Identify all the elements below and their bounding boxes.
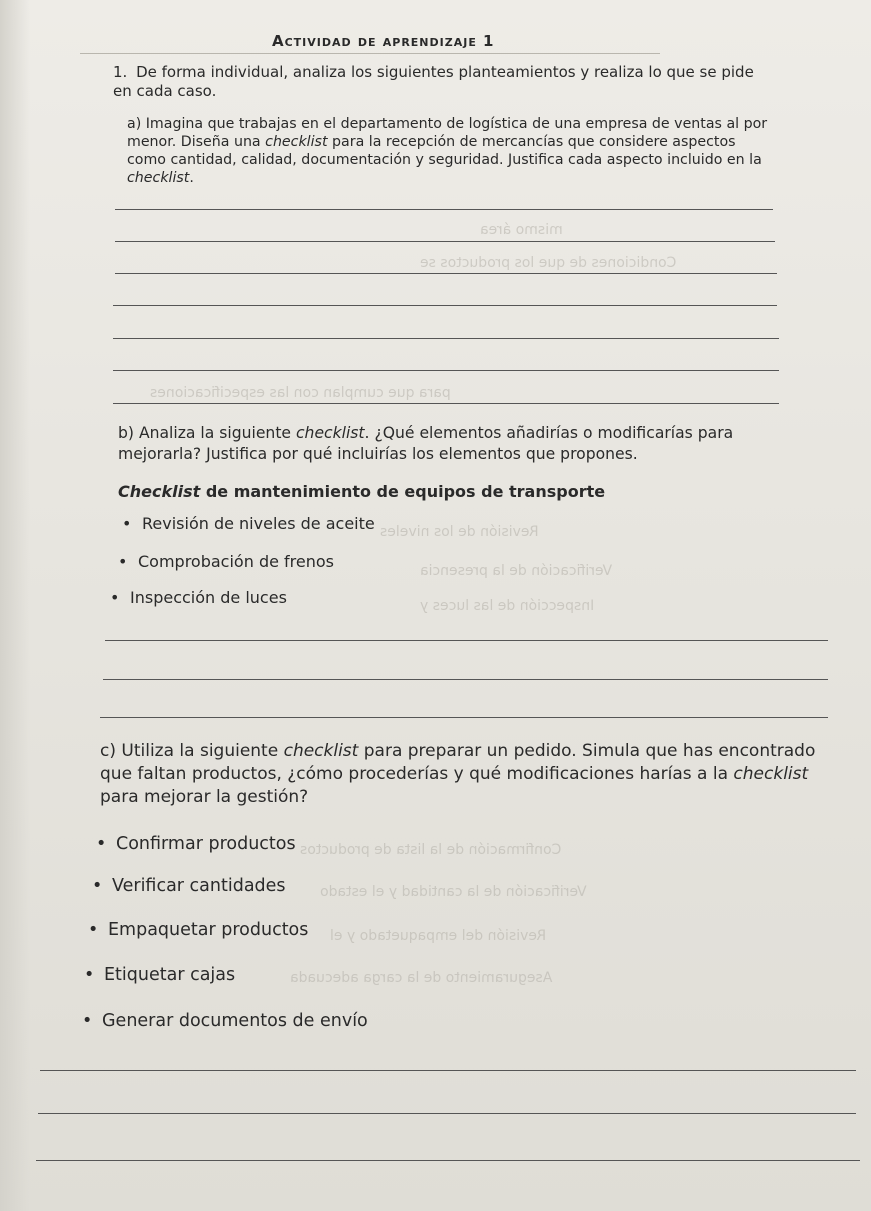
answer-line[interactable] — [103, 679, 828, 680]
item-emphasis: checklist — [127, 170, 190, 186]
bleed-through-text: Confirmación de la lista de productos — [300, 842, 562, 858]
bullet-icon: • — [84, 965, 95, 985]
item-text: Imagina que trabajas en el departamento de logística de una empresa de ventas al por menor. Diseña una — [127, 116, 768, 150]
checklist-item — [110, 588, 287, 607]
question-text: De forma individual, analiza los siguientes planteamientos y realiza lo que se pide en cada caso. — [113, 63, 754, 100]
bleed-through-text: Revisión de los niveles — [380, 524, 539, 540]
bleed-through-text: para que cumplan con las especificaciones — [150, 385, 451, 401]
checklist-item — [118, 552, 334, 571]
checklist-item-text: Generar documentos de envío — [102, 1011, 368, 1031]
checklist-item — [88, 920, 308, 940]
item-text: Analiza la siguiente — [138, 424, 296, 442]
bullet-icon: • — [92, 876, 103, 896]
checklist-item — [84, 965, 235, 985]
item-emphasis: checklist — [295, 424, 365, 442]
bullet-icon: • — [96, 834, 107, 854]
item-emphasis: checklist — [733, 764, 809, 784]
item-label: c) — [100, 741, 116, 761]
bleed-through-text: mismo área — [480, 222, 563, 238]
activity-title: Actividad de aprendizaje 1 — [272, 32, 495, 50]
bullet-icon: • — [110, 588, 120, 607]
checklist-item-text: Confirmar productos — [116, 834, 296, 854]
checklist-item — [96, 834, 296, 854]
checklist-item — [82, 1011, 368, 1031]
question-1 — [113, 63, 773, 101]
bleed-through-text: Verificación de la presencia — [420, 563, 613, 579]
question-b — [118, 423, 808, 465]
title-rule — [80, 53, 660, 54]
answer-line[interactable] — [38, 1113, 856, 1114]
question-c — [100, 740, 835, 809]
item-text: Utiliza la siguiente — [121, 741, 284, 761]
bleed-through-text: Aseguramiento de la carga adecuada — [290, 970, 553, 986]
bleed-through-text: Condiciones de que los productos se — [420, 255, 677, 271]
answer-line[interactable] — [36, 1160, 860, 1161]
item-emphasis: checklist — [265, 134, 328, 150]
item-emphasis: checklist — [283, 741, 359, 761]
page-edge-shadow — [0, 0, 30, 1211]
item-label: b) — [118, 424, 134, 442]
checklist-item-text: Inspección de luces — [130, 588, 287, 607]
checklist-item-text: Comprobación de frenos — [138, 552, 334, 571]
item-text: para preparar un pedido. Simula que has encontrado que faltan productos, ¿cómo procederías y qué modificaciones harías a la — [100, 741, 816, 784]
checklist-title — [118, 482, 605, 501]
answer-line[interactable] — [100, 717, 828, 718]
checklist-item-text: Verificar cantidades — [112, 876, 286, 896]
checklist-title-text: de mantenimiento de equipos de transporte — [200, 482, 606, 501]
checklist-item — [92, 876, 286, 896]
checklist-item-text: Etiquetar cajas — [104, 965, 236, 985]
answer-line[interactable] — [115, 241, 775, 242]
answer-line[interactable] — [113, 370, 779, 371]
answer-line[interactable] — [113, 338, 779, 339]
checklist-item-text: Revisión de niveles de aceite — [142, 514, 375, 533]
item-label: a) — [127, 116, 142, 132]
item-text: . ¿Qué elementos añadirías o modificarías para mejorarla? Justifica por qué incluirías los elementos que propones. — [118, 424, 734, 463]
answer-line[interactable] — [105, 640, 828, 641]
answer-line[interactable] — [115, 209, 773, 210]
bleed-through-text: Verificación de la cantidad y el estado — [320, 884, 587, 900]
item-text: . — [189, 170, 194, 186]
item-text: para mejorar la gestión? — [100, 787, 309, 807]
bullet-icon: • — [88, 920, 99, 940]
bullet-icon: • — [82, 1011, 93, 1031]
bleed-through-text: Revisión del empaquetado y el — [330, 928, 547, 944]
bullet-icon: • — [122, 514, 132, 533]
checklist-title-emphasis: Checklist — [118, 482, 201, 501]
checklist-item — [122, 514, 375, 533]
bleed-through-text: Inspección de las luces y — [420, 598, 595, 614]
question-number: 1. — [113, 63, 128, 81]
bullet-icon: • — [118, 552, 128, 571]
checklist-item-text: Empaquetar productos — [108, 920, 309, 940]
answer-line[interactable] — [113, 403, 779, 404]
item-text: para la recepción de mercancías que considere aspectos como cantidad, calidad, documentación y seguridad. Justifica cada aspecto incluido en la — [127, 134, 762, 168]
answer-line[interactable] — [40, 1070, 856, 1071]
question-a — [127, 115, 772, 187]
answer-line[interactable] — [113, 305, 777, 306]
answer-line[interactable] — [115, 273, 777, 274]
